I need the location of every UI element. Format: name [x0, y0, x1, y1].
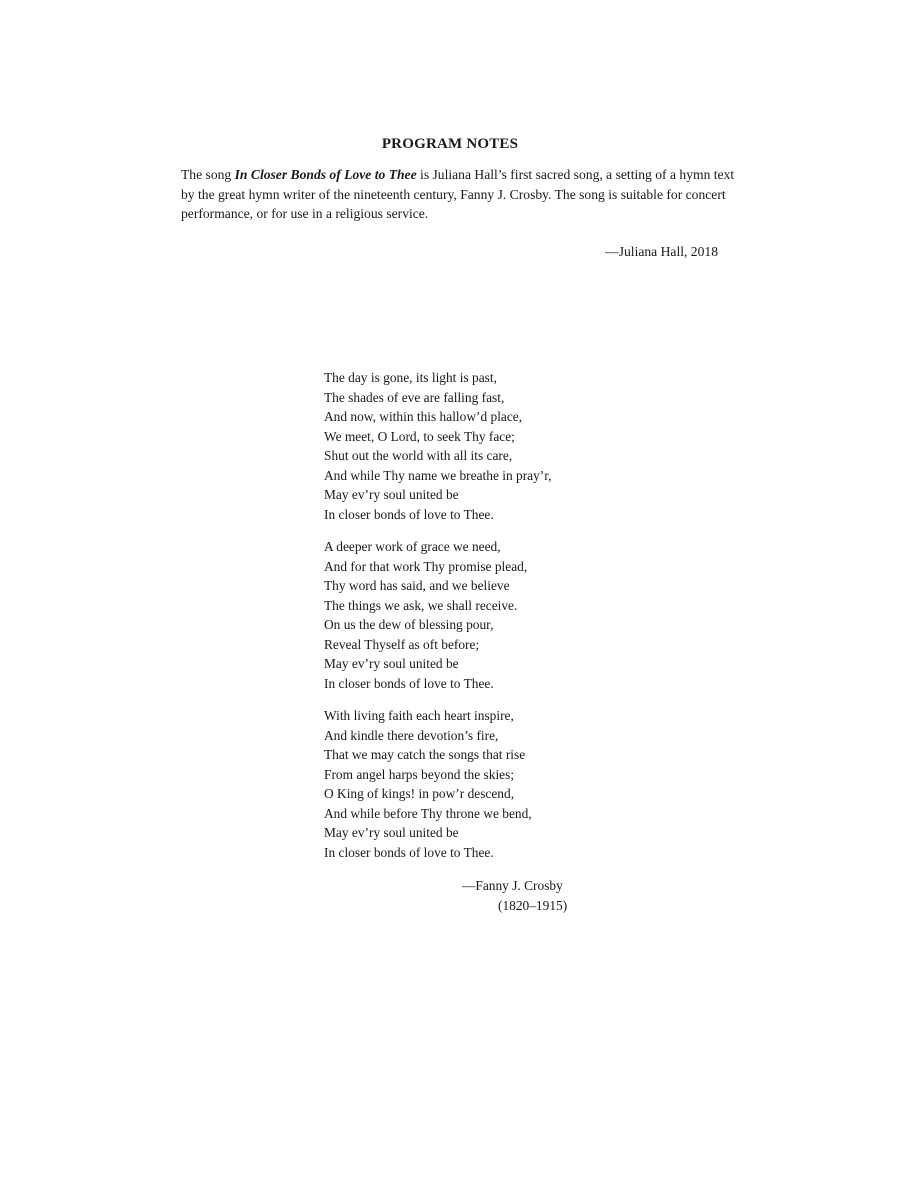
poem-line: And kindle there devotion’s fire, [324, 727, 499, 743]
poem-line: We meet, O Lord, to seek Thy face; [324, 428, 515, 444]
stanza-2 [324, 537, 624, 693]
poem-line: In closer bonds of love to Thee. [324, 506, 494, 522]
poem [324, 368, 624, 875]
poem-line: May ev’ry soul united be [324, 487, 459, 502]
poem-line: Shut out the world with all its care, [324, 448, 513, 463]
poem-line: May ev’ry soul united be [324, 825, 459, 840]
poem-line: The things we ask, we shall receive. [324, 597, 518, 613]
poem-line: On us the dew of blessing pour, [324, 617, 494, 632]
song-title: In Closer Bonds of Love to Thee [234, 167, 417, 182]
poem-line: And while before Thy throne we bend, [324, 805, 532, 821]
poem-line: A deeper work of grace we need, [324, 539, 501, 554]
poem-line: O King of kings! in pow’r descend, [324, 786, 515, 801]
poem-line: In closer bonds of love to Thee. [324, 675, 494, 691]
stanza-3 [324, 706, 624, 862]
stanza-1 [324, 368, 624, 524]
poem-line: From angel harps beyond the skies; [324, 766, 515, 782]
poem-line: Thy word has said, and we believe [324, 578, 510, 593]
poem-line: May ev’ry soul united be [324, 656, 459, 671]
program-notes-paragraph [181, 165, 741, 224]
notes-intro: The song [181, 167, 235, 182]
poem-line: The day is gone, its light is past, [324, 370, 497, 385]
poem-line: With living faith each heart inspire, [324, 708, 514, 723]
notes-body: is Juliana Hall’s first sacred song, a setting of a hymn text by the great hymn writer of the nineteenth century, Fanny J. Crosby. The song is suitable for concert performance, or for use in a religious service. [181, 167, 735, 222]
poem-line: The shades of eve are falling fast, [324, 389, 505, 405]
page-title: PROGRAM NOTES [381, 136, 519, 152]
poem-author: —Fanny J. Crosby [462, 878, 563, 893]
poem-line: And now, within this hallow’d place, [324, 409, 523, 424]
notes-signature: —Juliana Hall, 2018 [605, 244, 718, 259]
poem-line: And while Thy name we breathe in pray’r, [324, 467, 552, 483]
poem-line: Reveal Thyself as oft before; [324, 636, 480, 652]
poem-line: That we may catch the songs that rise [324, 747, 526, 762]
poem-author-dates: (1820–1915) [498, 897, 568, 913]
poem-line: And for that work Thy promise plead, [324, 558, 528, 574]
poem-line: In closer bonds of love to Thee. [324, 844, 494, 860]
poem-attribution [462, 876, 567, 915]
